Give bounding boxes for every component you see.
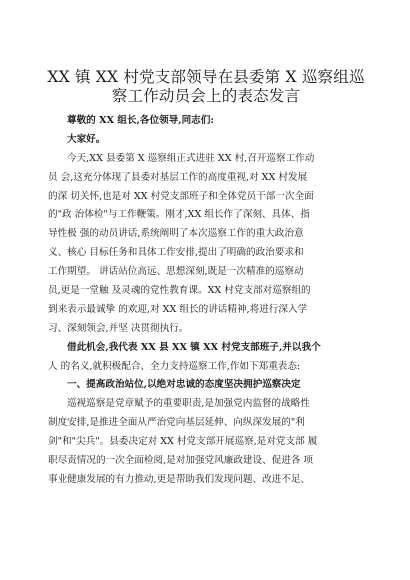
greeting-line: 大家好。 xyxy=(67,133,106,145)
title-line-1: XX 镇 XX 村党支部领导在县委第 X 巡察组巡 xyxy=(47,68,365,86)
paragraph-1-line: 导性极 强的动员讲话,系统阐明了本次巡察工作的重大政治意 xyxy=(48,228,304,240)
paragraph-3-line: 剑"和"尖兵"。县委决定对 XX 村党支部开展巡察,是对党支部 履 xyxy=(48,436,318,448)
title-line-2: 察工作动员会上的表态发言 xyxy=(111,87,301,105)
paragraph-1-line: 义、核心 目标任务和具体工作安排,提出了明确的政治要求和 xyxy=(48,247,304,259)
paragraph-1-line: 的深 切关怀,也是对 XX 村党支部班子和全体党员干部一次全面 xyxy=(48,190,314,202)
document-title xyxy=(46,68,366,106)
document-body xyxy=(48,112,366,490)
paragraph-3-line: 职尽责情况的一次全面检阅,是对加强党风廉政建设、促进各 项 xyxy=(48,455,314,467)
paragraph-1-line: 工作期望。 讲话站位高远、思想深刻,既是一次精准的巡察动 xyxy=(48,266,304,278)
paragraph-3-line: 制度安排,是推进全面从严治党向基层延伸、向纵深发展的"利 xyxy=(48,417,305,429)
paragraph-1-line: 习、深刻领会,并坚 决贯彻执行。 xyxy=(48,322,189,334)
paragraph-3-line: 巡视巡察是党章赋予的重要职责,是加强党内监督的战略性 xyxy=(67,398,310,410)
section-heading-1: 一、提高政治站位,以绝对忠诚的态度坚决拥护巡察决定 xyxy=(67,379,301,391)
paragraph-1-line: 的"政 治体检"与工作鞭策。刚才,XX 组长作了深刻、具体、指 xyxy=(48,209,310,221)
paragraph-3-line: 事业健康发展的有力推动,更是帮助我们发现问题、改进不足、 xyxy=(48,473,311,485)
paragraph-1-line: 今天,XX 县委第 X 巡察组正式进驻 XX 村,召开巡察工作动 xyxy=(67,152,315,164)
salutation-line: 尊敬的 XX 组长,各位领导,同志们: xyxy=(67,115,214,126)
paragraph-1-line: 员 会,这充分体现了县委对基层工作的高度重视,对 XX 村发展 xyxy=(48,171,308,183)
paragraph-1-line: 到来表示最诚挚 的欢迎,对 XX 组长的讲话精神,将进行深入学 xyxy=(48,303,308,315)
paragraph-2-line: 借此机会,我代表 XX 县 XX 镇 XX 村党支部班子,并以我个 xyxy=(67,341,321,353)
paragraph-1-line: 员,更是一堂触 及灵魂的党性教育课。XX 村党支部对巡察组的 xyxy=(48,285,311,297)
paragraph-2-line: 人 的名义,就积极配合、全力支持巡察工作,作如下郑重表态: xyxy=(48,360,301,372)
